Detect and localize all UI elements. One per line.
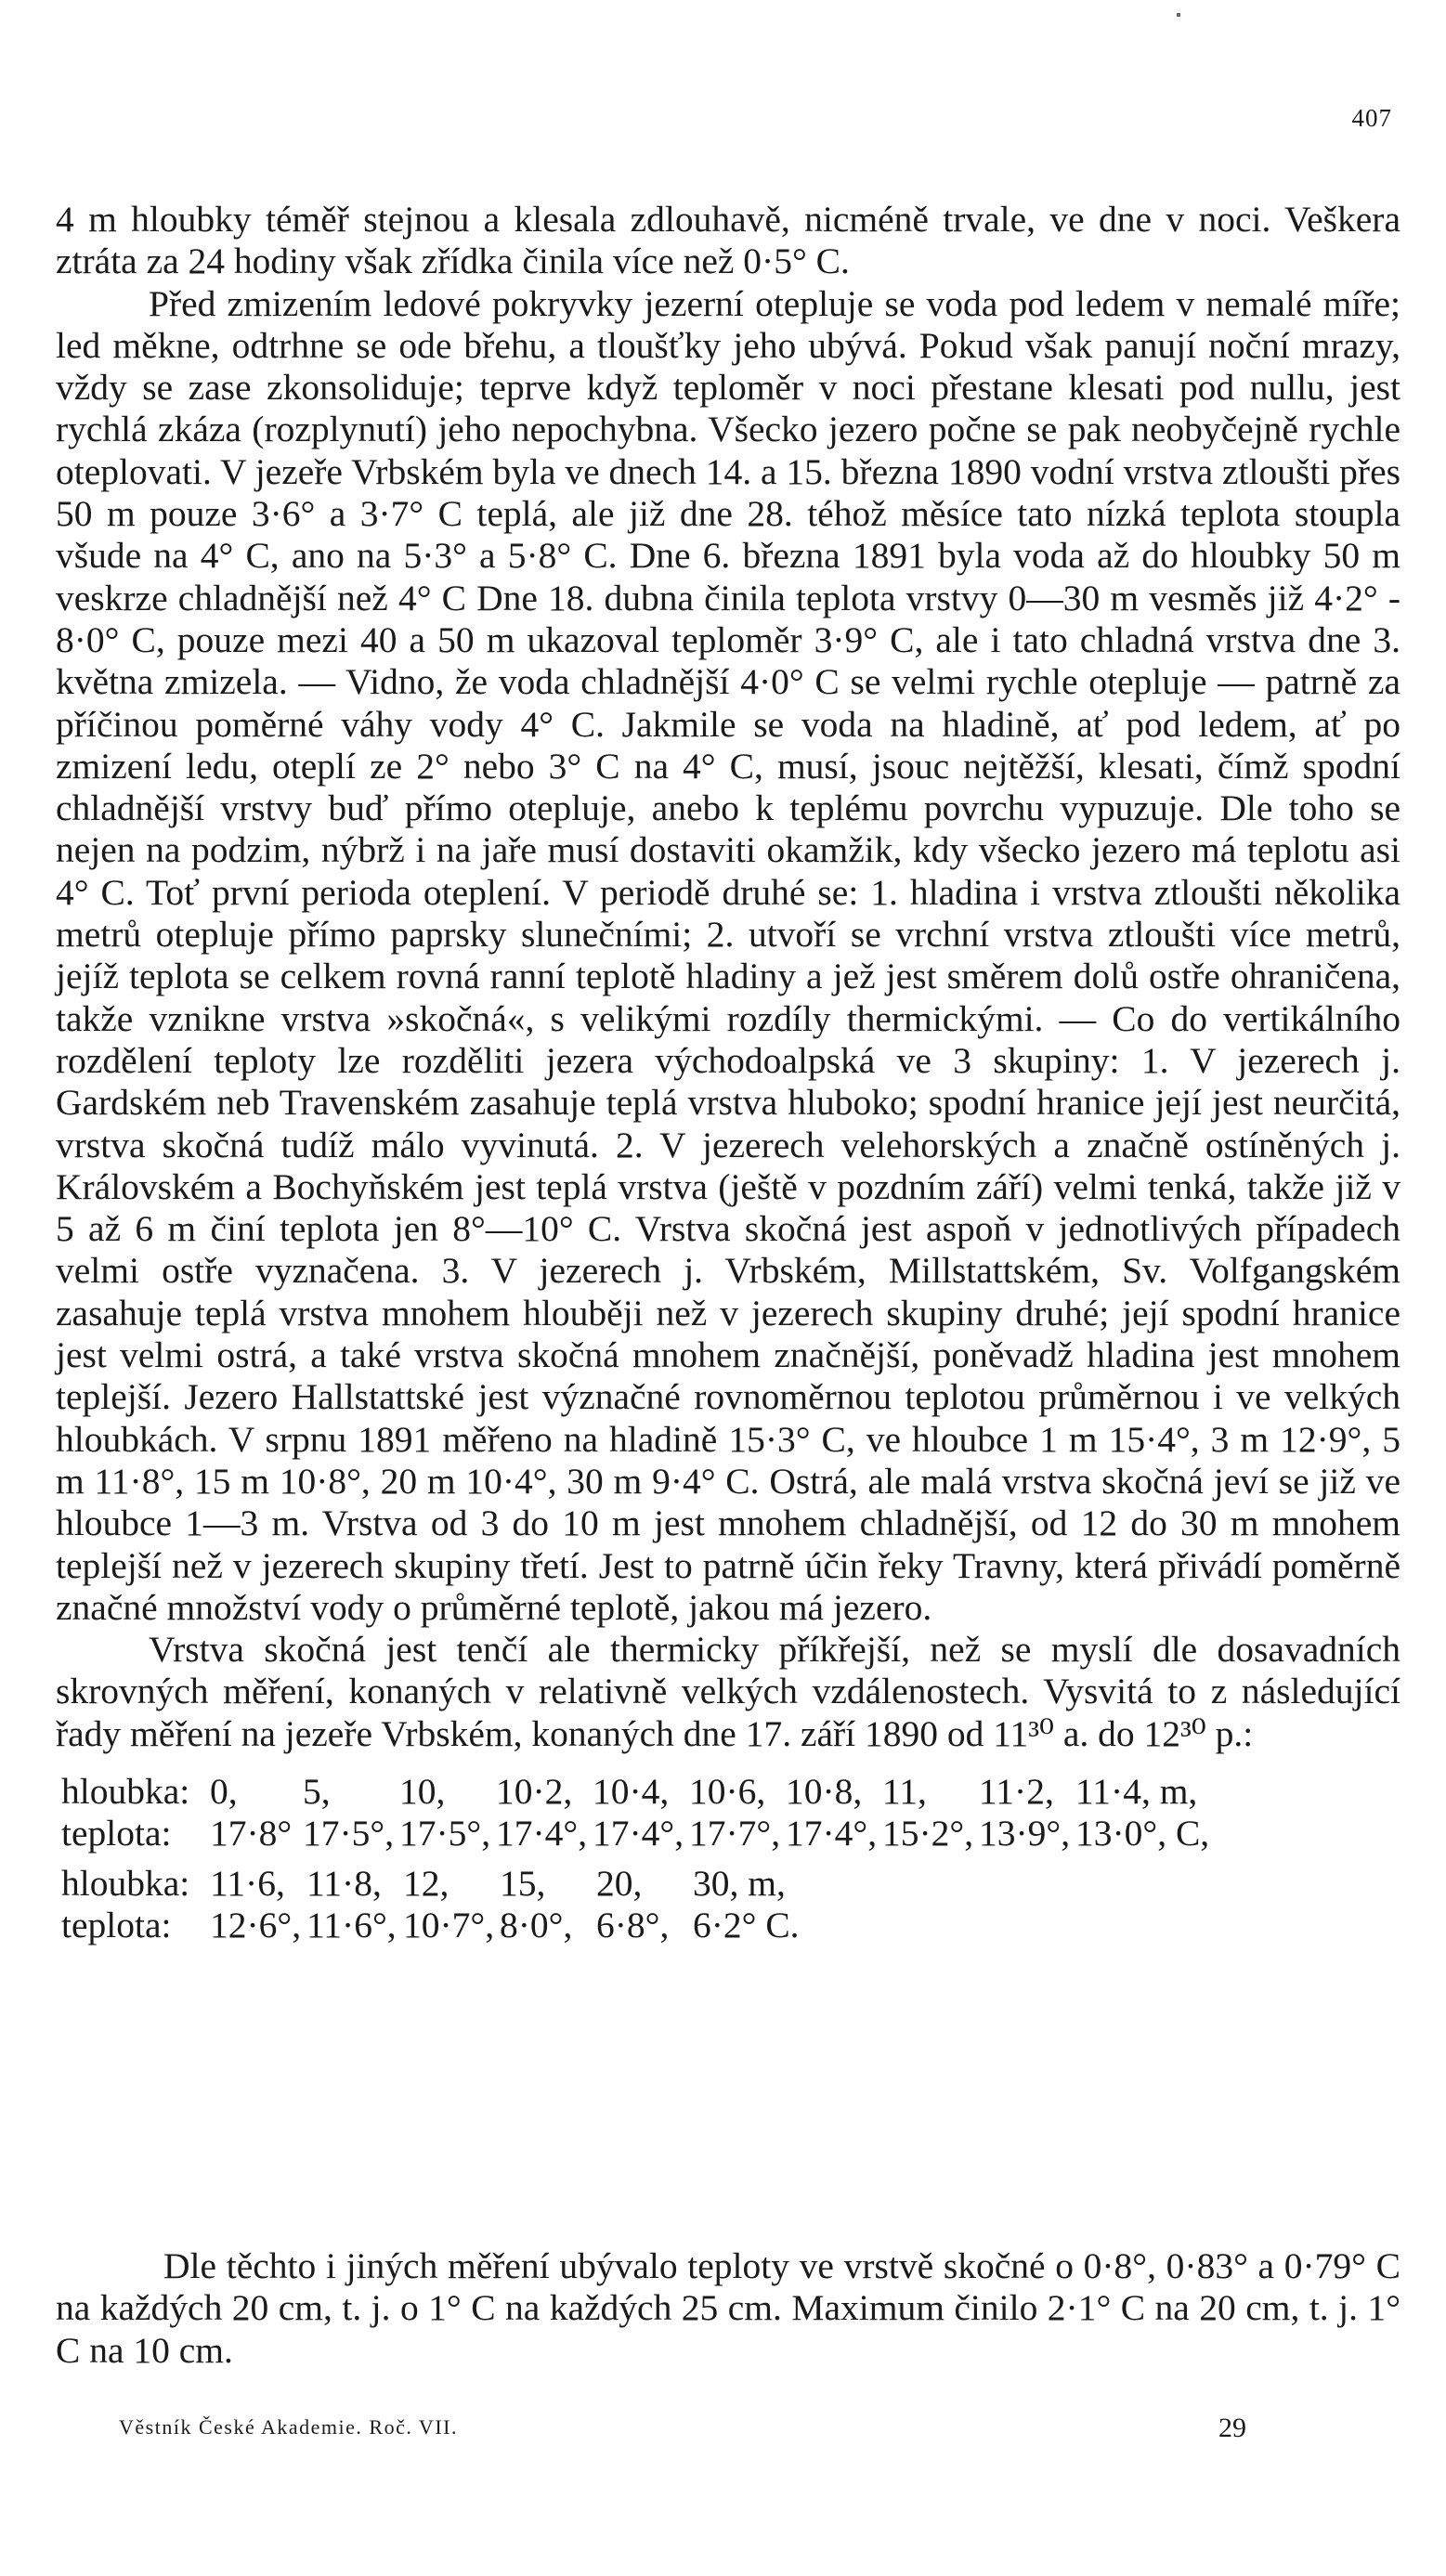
table-cell: 0, [210,1771,238,1812]
table-cell: 5, [303,1771,331,1812]
table-cell: 17·8° [210,1813,293,1854]
row-label: hloubka: [61,1771,190,1812]
table-row-temperature-1 [61,1813,1408,1854]
paragraph-1: 4 m hloubky téměř stejnou a klesala zdlouhavě, nicméně trvale, ve dne v noci. Veškera ztráta za 24 hodiny však zřídka činila více než 0·5° C. [56,199,1400,282]
table-cell: 13·0°, C, [1075,1813,1210,1854]
table-cell: 10·8, [786,1771,863,1812]
table-cell: 17·4°, [786,1813,878,1854]
table-cell: 11·6, [210,1862,285,1904]
table-cell: 12, [403,1862,449,1904]
closing-text [56,2245,1400,2372]
table-cell: 8·0°, [500,1904,573,1945]
table-cell: 11·2, [979,1771,1054,1812]
table-cell: 15·2°, [882,1813,974,1854]
table-cell: 11, [882,1771,927,1812]
table-cell: 11·4, m, [1075,1771,1198,1812]
table-row-depth-2 [61,1863,1408,1905]
table-cell: 17·4°, [593,1813,684,1854]
table-cell: 11·6°, [306,1904,397,1945]
measurement-table [61,1771,1408,1946]
scan-mark [1177,13,1180,17]
row-label: hloubka: [61,1862,190,1904]
table-cell: 6·2° C. [693,1904,800,1945]
signature-mark: 29 [1218,2413,1246,2443]
row-label: teplota: [61,1813,172,1854]
table-cell: 17·7°, [689,1813,781,1854]
page-number: 407 [1351,104,1392,132]
row-label: teplota: [61,1904,172,1945]
table-cell: 17·5°, [399,1813,491,1854]
table-cell: 15, [500,1862,546,1904]
table-cell: 11·8, [306,1862,382,1904]
table-cell: 17·5°, [303,1813,395,1854]
paragraph-3: Vrstva skočná jest tenčí ale thermicky příkřejší, než se myslí dle dosavadních skrovných měření, konaných v relativně velkých vzdálenostech. Vysvitá to z následující řady měření na jezeře Vrbském, konaných dne 17. září 1890 od 11³⁰ a. do 12³⁰ p.: [56,1629,1400,1754]
table-cell: 10, [399,1771,446,1812]
table-cell: 10·2, [496,1771,573,1812]
table-cell: 30, m, [693,1862,786,1904]
table-cell: 6·8°, [596,1904,670,1945]
table-cell: 17·4°, [496,1813,588,1854]
table-cell: 12·6°, [210,1904,302,1945]
table-cell: 10·7°, [403,1904,495,1945]
table-cell: 13·9°, [979,1813,1071,1854]
paragraph-2: Před zmizením ledové pokryvky jezerní otepluje se voda pod ledem v nemalé míře; led měkne, odtrhne se ode břehu, a tloušťky jeho ubývá. Pokud však panují noční mrazy, vždy se zase zkonsoliduje; teprve když teploměr v noci přestane klesati pod nullu, jest rychlá zkáza (rozplynutí) jeho nepochybna. Všecko jezero počne se pak neobyčejně rychle oteplovati. V jezeře Vrbském byla ve dnech 14. a 15. března 1890 vodní vrstva ztloušti přes 50 m pouze 3·6° a 3·7° C teplá, ale již dne 28. téhož měsíce tato nízká teplota stoupla všude na 4° C, ano na 5·3° a 5·8° C. Dne 6. března 1891 byla voda až do hloubky 50 m veskrze chladnější než 4° C Dne 18. dubna činila teplota vrstvy 0—30 m vesměs již 4·2° - 8·0° C, pouze mezi 40 a 50 m ukazoval teploměr 3·9° C, ale i tato chladná vrstva dne 3. května zmizela. — Vidno, že voda chladnější 4·0° C se velmi rychle otepluje — patrně za příčinou poměrné váhy vody 4° C. Jakmile se voda na hladině, ať pod ledem, ať po zmizení ledu, oteplí ze 2° nebo 3° C na 4° C, musí, jsouc nejtěžší, klesati, čímž spodní chladnější vrstvy buď přímo otepluje, anebo k teplému povrchu vypuzuje. Dle toho se nejen na podzim, nýbrž i na jaře musí dostaviti okamžik, kdy všecko jezero má teplotu asi 4° C. Toť první perioda oteplení. V periodě druhé se: 1. hladina i vrstva ztloušti několika metrů otepluje přímo paprsky slunečními; 2. utvoří se vrchní vrstva ztloušti více metrů, jejíž teplota se celkem rovná ranní teplotě hladiny a jež jest směrem dolů ostře ohraničena, takže vznikne vrstva »skočná«, s velikými rozdíly thermickými. — Co do vertikálního rozdělení teploty lze rozděliti jezera východoalpská ve 3 skupiny: 1. V jezerech j. Gardském neb Travenském zasahuje teplá vrstva hluboko; spodní hranice její jest neurčitá, vrstva skočná tudíž málo vyvinutá. 2. V jezerech velehorských a značně ostíněných j. Královském a Bochyňském jest teplá vrstva (ještě v pozdním září) velmi tenká, takže již v 5 až 6 m činí teplota jen 8°—10° C. Vrstva skočná jest aspoň v jednotlivých případech velmi ostře vyznačena. 3. V jezerech j. Vrbském, Millstattském, Sv. Volfgangském zasahuje teplá vrstva mnohem hlouběji než v jezerech skupiny druhé; její spodní hranice jest velmi ostrá, a také vrstva skočná mnohem značnější, poněvadž hladina jest mnohem teplejší. Jezero Hallstattské jest význačné rovnoměrnou teplotou průměrnou i ve velkých hloubkách. V srpnu 1891 měřeno na hladině 15·3° C, ve hloubce 1 m 15·4°, 3 m 12·9°, 5 m 11·8°, 15 m 10·8°, 20 m 10·4°, 30 m 9·4° C. Ostrá, ale malá vrstva skočná jeví se již ve hloubce 1—3 m. Vrstva od 3 do 10 m jest mnohem chladnější, od 12 do 30 m mnohem teplejší než v jezerech skupiny třetí. Jest to patrně účin řeky Travny, která přivádí poměrně značné množství vody o průměrné teplotě, jakou má jezero. [56,282,1400,1628]
table-cell: 10·6, [689,1771,766,1812]
table-row-temperature-2 [61,1905,1408,1946]
footer-source: Věstník České Akademie. Roč. VII. [119,2415,458,2439]
table-row-depth-1 [61,1771,1408,1813]
closing-paragraph: Dle těchto i jiných měření ubývalo teploty ve vrstvě skočné o 0·8°, 0·83° a 0·79° C na každých 20 cm, t. j. o 1° C na každých 25 cm. Maximum činilo 2·1° C na 20 cm, t. j. 1° C na 10 cm. [56,2245,1400,2371]
table-cell: 10·4, [593,1771,670,1812]
table-cell: 20, [596,1862,643,1904]
body-text [56,199,1400,1755]
